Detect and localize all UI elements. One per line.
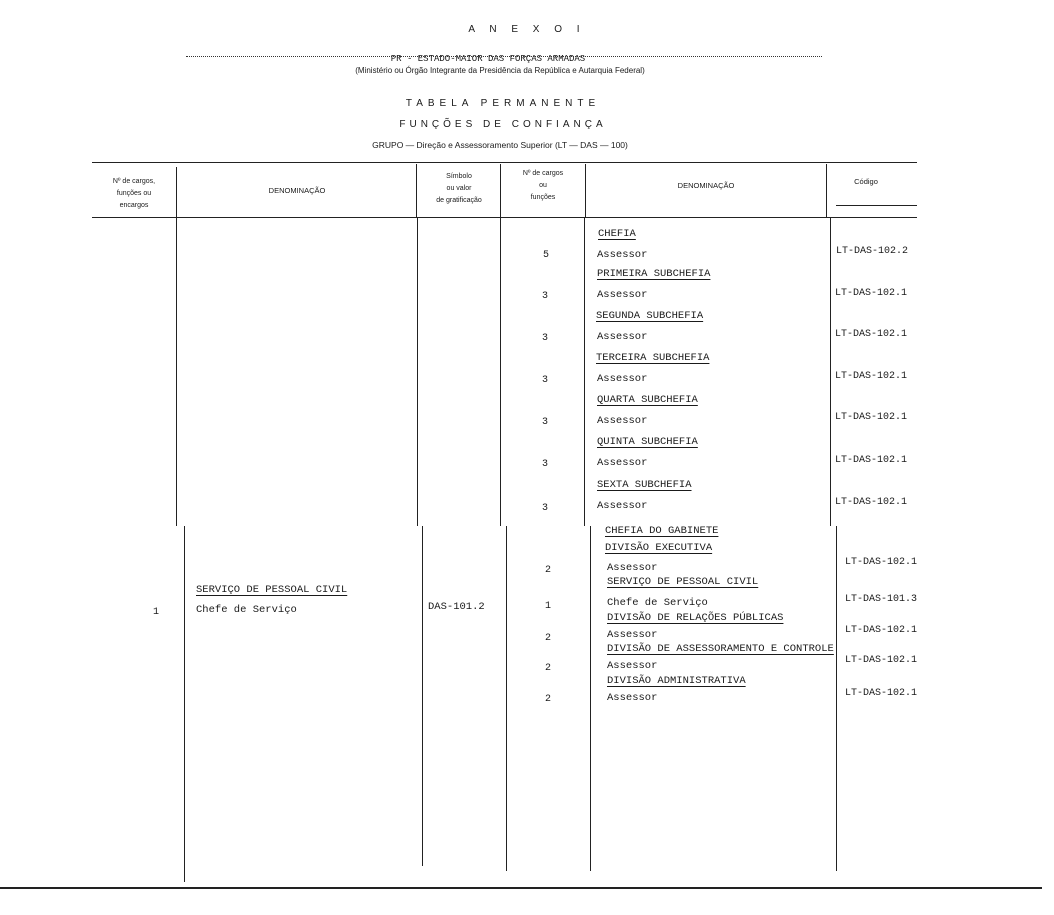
entry-role: Assessor	[597, 500, 648, 512]
entry-role: Assessor	[597, 373, 648, 385]
entry-heading: SEXTA SUBCHEFIA	[597, 479, 692, 491]
cabinet-entry-code: LT-DAS-102.1	[845, 625, 918, 636]
left-entry-role: Chefe de Serviço	[196, 604, 297, 616]
body-divider-4b	[590, 526, 591, 871]
cabinet-entry-role: Assessor	[607, 562, 658, 574]
cabinet-entry-code: LT-DAS-102.1	[845, 688, 918, 699]
entry-number: 3	[542, 291, 549, 302]
cabinet-entry-role: Assessor	[607, 629, 658, 641]
column-divider-5	[826, 164, 827, 217]
body-divider-3	[500, 217, 501, 526]
left-entry-count: 1	[153, 607, 160, 618]
entry-heading: PRIMEIRA SUBCHEFIA	[597, 268, 711, 280]
entry-code: LT-DAS-102.2	[836, 246, 909, 257]
header-left-count-line-1: Nº de cargos,	[112, 178, 156, 185]
cabinet-entry-code: LT-DAS-102.1	[845, 557, 918, 568]
header-right-denomination: DENOMINAÇÃO	[677, 181, 735, 190]
cabinet-heading: CHEFIA DO GABINETE	[605, 525, 719, 537]
column-divider-4	[585, 164, 586, 217]
body-divider-2b	[422, 526, 423, 866]
cabinet-entry-heading: DIVISÃO DE RELAÇÕES PÚBLICAS	[607, 612, 784, 624]
column-divider-1	[176, 167, 177, 217]
cabinet-entry-role: Assessor	[607, 660, 658, 672]
entry-role: Assessor	[597, 457, 648, 469]
body-divider-5b	[836, 526, 837, 871]
organization-dotted-line	[186, 56, 822, 57]
header-bottom-rule	[92, 217, 917, 218]
organization-note: (Ministério ou Órgão Integrante da Presidência da República e Autarquia Federal)	[355, 66, 645, 75]
header-top-rule	[92, 162, 917, 163]
cabinet-entry-number: 2	[545, 663, 552, 674]
entry-code: LT-DAS-102.1	[835, 497, 908, 508]
entry-code: LT-DAS-102.1	[835, 288, 908, 299]
body-divider-1b	[184, 526, 185, 882]
cabinet-entry-heading: DIVISÃO DE ASSESSORAMENTO E CONTROLE	[607, 643, 834, 655]
header-right-count	[523, 168, 563, 204]
column-divider-2	[416, 164, 417, 217]
header-right-count-line-3: funções	[530, 194, 556, 201]
cabinet-subheading: DIVISÃO EXECUTIVA	[605, 542, 713, 554]
header-symbol	[436, 171, 482, 207]
entry-code: LT-DAS-102.1	[835, 412, 908, 423]
entry-number: 5	[543, 250, 550, 261]
entry-heading: QUARTA SUBCHEFIA	[597, 394, 698, 406]
left-entry-symbol: DAS-101.2	[428, 601, 485, 613]
entry-number: 3	[542, 459, 549, 470]
header-left-count-line-2: funções ou	[116, 190, 152, 197]
body-divider-4	[584, 217, 585, 526]
entry-number: 3	[542, 503, 549, 514]
group-caption: GRUPO — Direção e Assessoramento Superior (LT — DAS — 100)	[372, 140, 628, 150]
entry-number: 3	[542, 333, 549, 344]
cabinet-entry-number: 1	[545, 601, 552, 612]
header-left-count-line-3: encargos	[119, 202, 149, 209]
header-left-count	[113, 176, 155, 212]
code-header-rule	[836, 205, 917, 206]
entry-heading: QUINTA SUBCHEFIA	[597, 436, 698, 448]
entry-code: LT-DAS-102.1	[835, 371, 908, 382]
entry-number: 3	[542, 375, 549, 386]
entry-number: 3	[542, 417, 549, 428]
header-symbol-line-1: Símbolo	[446, 173, 472, 180]
header-left-denomination: DENOMINAÇÃO	[268, 186, 326, 195]
entry-role: Assessor	[597, 249, 648, 261]
organization-name: PR - ESTADO-MAIOR DAS FORÇAS ARMADAS	[390, 54, 586, 64]
cabinet-entry-role: Assessor	[607, 692, 658, 704]
body-divider-5	[830, 217, 831, 526]
entry-heading: SEGUNDA SUBCHEFIA	[596, 310, 704, 322]
left-entry-unit: SERVIÇO DE PESSOAL CIVIL	[196, 584, 348, 596]
header-symbol-line-3: de gratificação	[436, 197, 482, 204]
header-symbol-line-2: ou valor	[446, 185, 472, 192]
body-divider-1	[176, 217, 177, 526]
body-divider-3b	[506, 526, 507, 871]
entry-code: LT-DAS-102.1	[835, 329, 908, 340]
cabinet-entry-number: 2	[545, 633, 552, 644]
cabinet-entry-number: 2	[545, 694, 552, 705]
table-title: TABELA PERMANENTE	[405, 98, 601, 109]
page-bottom-rule	[0, 887, 1042, 889]
entry-heading: TERCEIRA SUBCHEFIA	[596, 352, 710, 364]
entry-role: Assessor	[597, 289, 648, 301]
table-subtitle: FUNÇÕES DE CONFIANÇA	[399, 119, 607, 130]
cabinet-entry-code: LT-DAS-101.3	[845, 594, 918, 605]
entry-role: Assessor	[597, 331, 648, 343]
header-right-count-line-1: Nº de cargos	[522, 170, 564, 177]
body-divider-2	[417, 217, 418, 526]
cabinet-entry-heading: DIVISÃO ADMINISTRATIVA	[607, 675, 746, 687]
entry-heading: CHEFIA	[598, 228, 636, 240]
header-code: Código	[854, 177, 878, 186]
cabinet-entry-role: Chefe de Serviço	[607, 597, 708, 609]
entry-code: LT-DAS-102.1	[835, 455, 908, 466]
header-right-count-line-2: ou	[539, 182, 547, 189]
entry-role: Assessor	[597, 415, 648, 427]
cabinet-entry-heading: SERVIÇO DE PESSOAL CIVIL	[607, 576, 759, 588]
column-divider-3	[500, 164, 501, 217]
annex-title: A N E X O I	[468, 24, 586, 35]
cabinet-entry-number: 2	[545, 565, 552, 576]
cabinet-entry-code: LT-DAS-102.1	[845, 655, 918, 666]
